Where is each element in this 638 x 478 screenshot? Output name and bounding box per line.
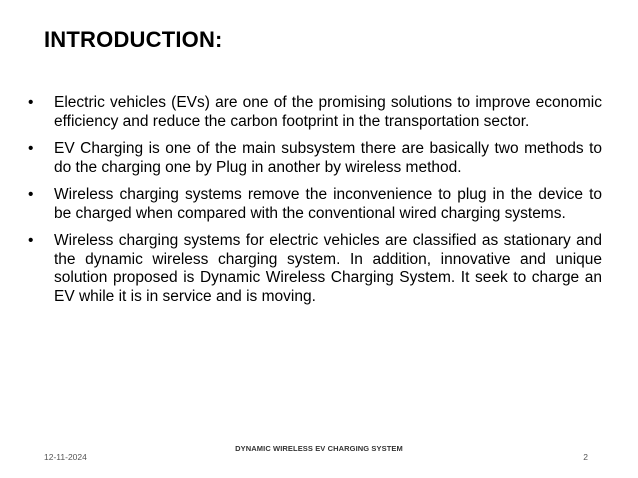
bullet-text: Electric vehicles (EVs) are one of the promising solutions to improve economic efficiency and reduce the carbon footprint in the transportation sector. — [54, 94, 602, 130]
bullet-text: EV Charging is one of the main subsystem there are basically two methods to do the charging one by Plug in another by wireless method. — [54, 140, 602, 176]
bullet-item — [28, 140, 602, 177]
bullet-text: Wireless charging systems remove the inconvenience to plug in the device to be charged when compared with the conventional wired charging systems. — [54, 186, 602, 222]
bullet-item — [28, 232, 602, 306]
slide-title: INTRODUCTION: — [44, 27, 223, 52]
page-number: 2 — [583, 452, 588, 462]
footer-title: DYNAMIC WIRELESS EV CHARGING SYSTEM — [235, 444, 403, 453]
bullet-list — [28, 94, 602, 315]
bullet-icon: • — [28, 94, 34, 111]
footer-date: 12-11-2024 — [44, 452, 87, 462]
bullet-item — [28, 186, 602, 223]
bullet-text: Wireless charging systems for electric vehicles are classified as stationary and the dynamic wireless charging system. In addition, innovative and unique solution proposed is Dynamic Wireless Charging System. It seek to charge an EV while it is in service and is moving. — [54, 232, 602, 305]
bullet-icon: • — [28, 232, 34, 249]
bullet-item — [28, 94, 602, 131]
bullet-icon: • — [28, 140, 34, 157]
bullet-icon: • — [28, 186, 34, 203]
